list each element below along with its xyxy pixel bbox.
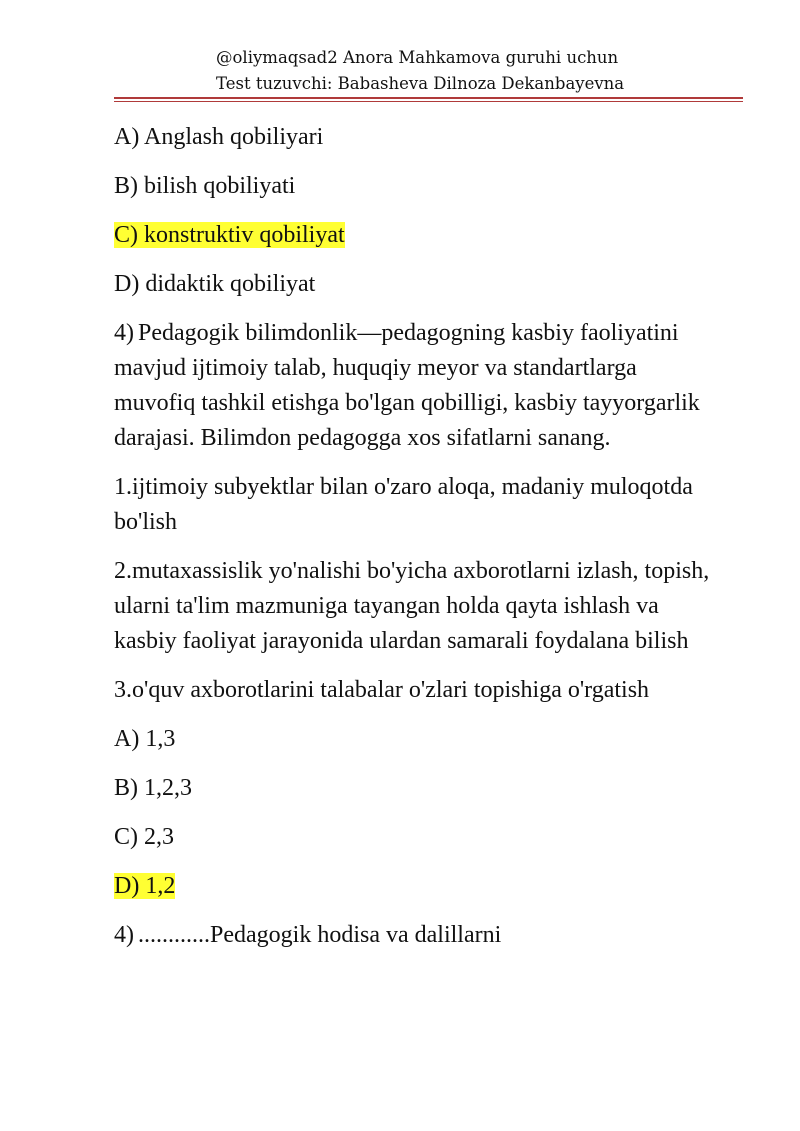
item-text: 3.o'quv axborotlarini talabalar o'zlari topishiga o'rgatish [114, 677, 650, 703]
question-number: 4) [114, 922, 134, 948]
option-text: A) Anglash qobiliyari [114, 124, 324, 150]
q4-option-a [114, 722, 724, 757]
option-text: D) didaktik qobiliyat [114, 271, 316, 297]
q4-item-3 [114, 673, 724, 708]
question-number: 4) [114, 320, 134, 346]
q4-item-1 [114, 470, 724, 540]
q4-option-c [114, 820, 724, 855]
q5-question [114, 918, 724, 953]
item-text: 1.ijtimoiy subyektlar bilan o'zaro aloqa, madaniy muloqotda bo'lish [114, 474, 693, 535]
q4-option-b [114, 771, 724, 806]
document-body [114, 120, 724, 967]
question-text: ............Pedagogik hodisa va dalillarni [138, 922, 502, 948]
option-text-highlighted: D) 1,2 [114, 873, 176, 899]
option-text: B) bilish qobiliyati [114, 173, 296, 199]
header-author-line: Test tuzuvchi: Babasheva Dilnoza Dekanbayevna [216, 74, 625, 93]
item-text: 2.mutaxassislik yo'nalishi bo'yicha axborotlarni izlash, topish, ularni ta'lim mazmuniga tayangan holda qayta ishlash va kasbiy faoliyat jarayonida ulardan samarali foydalana bilish [114, 558, 710, 654]
q3-option-c [114, 218, 724, 253]
q3-option-d [114, 267, 724, 302]
option-text: C) 2,3 [114, 824, 174, 850]
q4-option-d [114, 869, 724, 904]
header-rule-thin [114, 101, 743, 102]
header-rule-thick [114, 97, 743, 99]
option-text-highlighted: C) konstruktiv qobiliyat [114, 222, 345, 248]
q3-option-a [114, 120, 724, 155]
option-text: A) 1,3 [114, 726, 176, 752]
header-channel-line: @oliymaqsad2 Anora Mahkamova guruhi uchun [216, 48, 619, 67]
option-text: B) 1,2,3 [114, 775, 192, 801]
question-text: Pedagogik bilimdonlik—pedagogning kasbiy faoliyatini mavjud ijtimoiy talab, huquqiy meyor va standartlarga muvofiq tashkil etishga bo'lgan qobilligi, kasbiy tayyorgarlik darajasi. Bilimdon pedagogga xos sifatlarni sanang. [114, 320, 700, 451]
q4-question [114, 316, 724, 456]
q3-option-b [114, 169, 724, 204]
q4-item-2 [114, 554, 724, 659]
